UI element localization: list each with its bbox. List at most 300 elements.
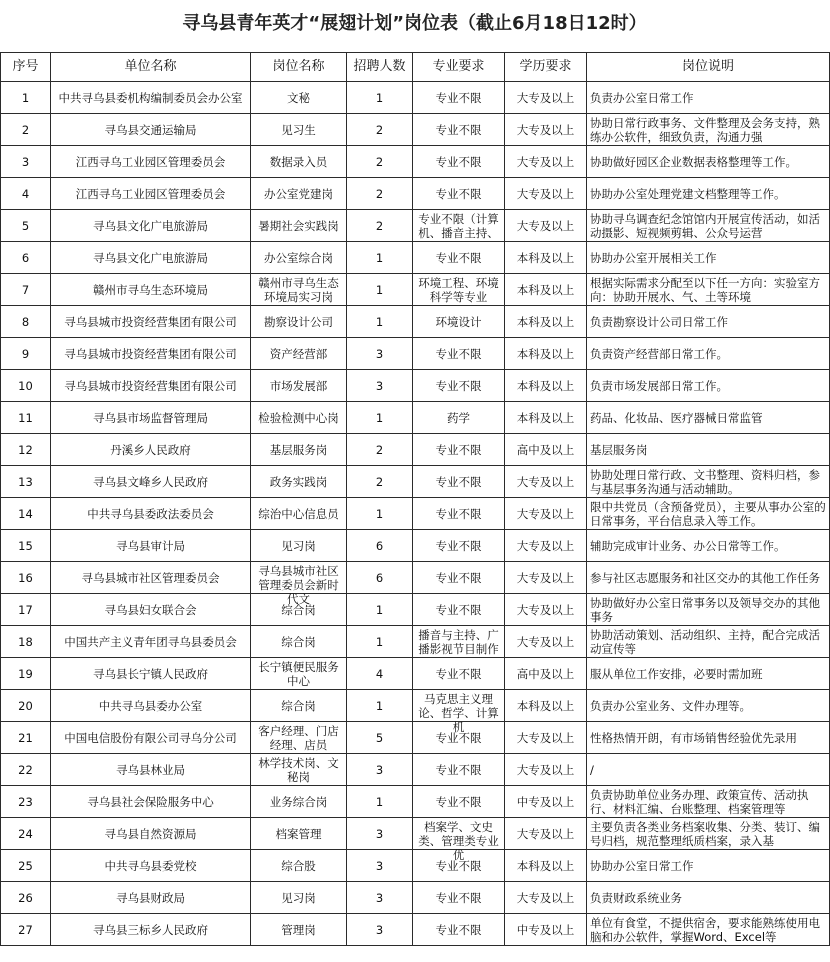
unit-name-cell: [51, 402, 251, 434]
education-cell: [505, 786, 587, 818]
headcount-cell-text: 2: [375, 122, 384, 137]
unit-name-cell: [51, 434, 251, 466]
major-cell: [413, 338, 505, 370]
seq-cell-text: 13: [18, 474, 33, 489]
seq-cell: [1, 498, 51, 530]
headcount-cell: [347, 530, 413, 562]
table-row: [1, 338, 830, 370]
unit-name-cell: [51, 658, 251, 690]
education-cell: [505, 690, 587, 722]
headcount-cell: [347, 274, 413, 306]
headcount-cell: [347, 306, 413, 338]
education-cell: [505, 306, 587, 338]
seq-cell: [1, 850, 51, 882]
position-name-cell: [251, 402, 347, 434]
position-name-cell: [251, 210, 347, 242]
education-cell-text: 大专及以上: [516, 506, 575, 521]
education-cell-text: 大专及以上: [516, 570, 575, 585]
education-cell-text: 大专及以上: [516, 154, 575, 169]
unit-name-cell: [51, 530, 251, 562]
education-cell-text: 高中及以上: [516, 666, 575, 681]
education-cell: [505, 594, 587, 626]
major-cell: [413, 242, 505, 274]
education-cell-text: 本科及以上: [516, 346, 575, 361]
unit-name-cell: [51, 818, 251, 850]
major-cell-text: 专业不限: [435, 186, 482, 201]
headcount-cell-text: 5: [375, 730, 384, 745]
description-cell: [587, 274, 830, 306]
unit-name-cell: [51, 498, 251, 530]
education-cell-text: 大专及以上: [516, 538, 575, 553]
header-position-name: 岗位名称: [251, 53, 347, 82]
position-name-cell: [251, 466, 347, 498]
position-name-cell: [251, 434, 347, 466]
major-cell-text: 档案学、文史类、管理类专业优: [418, 819, 499, 862]
headcount-cell-text: 3: [375, 378, 384, 393]
headcount-cell: [347, 850, 413, 882]
major-cell-text: 专业不限: [435, 730, 482, 745]
major-cell: [413, 786, 505, 818]
major-cell: [413, 466, 505, 498]
major-cell-text: 专业不限: [435, 122, 482, 137]
education-cell-text: 本科及以上: [516, 314, 575, 329]
seq-cell: [1, 306, 51, 338]
position-name-cell-text: 办公室综合岗: [264, 250, 333, 265]
description-cell: [587, 306, 830, 338]
headcount-cell: [347, 210, 413, 242]
education-cell: [505, 754, 587, 786]
education-cell: [505, 146, 587, 178]
education-cell: [505, 498, 587, 530]
seq-cell-text: 3: [21, 154, 30, 169]
unit-name-cell: [51, 850, 251, 882]
headcount-cell: [347, 114, 413, 146]
position-name-cell-text: 林学技术岗、文秘岗: [258, 755, 339, 784]
headcount-cell-text: 3: [375, 890, 384, 905]
unit-name-cell-text: 寻乌县林业局: [116, 762, 185, 777]
description-cell: [587, 562, 830, 594]
headcount-cell: [347, 658, 413, 690]
unit-name-cell-text: 寻乌县文化广电旅游局: [93, 250, 208, 265]
unit-name-cell: [51, 82, 251, 114]
description-cell-text: 负责办公室日常工作: [590, 90, 694, 105]
table-row: [1, 562, 830, 594]
major-cell: [413, 274, 505, 306]
unit-name-cell-text: 寻乌县城市投资经营集团有限公司: [64, 346, 237, 361]
unit-name-cell-text: 中国电信股份有限公司寻乌分公司: [64, 730, 237, 745]
header-description: 岗位说明: [587, 53, 830, 82]
position-name-cell-text: 长宁镇便民服务中心: [258, 659, 339, 688]
header-major: 专业要求: [413, 53, 505, 82]
major-cell: [413, 562, 505, 594]
seq-cell: [1, 114, 51, 146]
seq-cell: [1, 178, 51, 210]
headcount-cell: [347, 882, 413, 914]
seq-cell-text: 7: [21, 282, 30, 297]
position-name-cell-text: 寻乌县城市社区管理委员会新时代文: [258, 563, 339, 606]
description-cell: [587, 370, 830, 402]
headcount-cell-text: 1: [375, 250, 384, 265]
position-name-cell: [251, 242, 347, 274]
education-cell: [505, 210, 587, 242]
major-cell-text: 专业不限: [435, 90, 482, 105]
headcount-cell-text: 6: [375, 570, 384, 585]
table-row: [1, 882, 830, 914]
seq-cell-text: 18: [18, 634, 33, 649]
headcount-cell: [347, 466, 413, 498]
unit-name-cell: [51, 114, 251, 146]
position-name-cell-text: 见习生: [281, 122, 316, 137]
header-seq: 序号: [1, 53, 51, 82]
major-cell-text: 专业不限（计算机、播音主持、: [418, 211, 499, 240]
headcount-cell-text: 3: [375, 922, 384, 937]
unit-name-cell-text: 寻乌县财政局: [116, 890, 185, 905]
description-cell: [587, 818, 830, 850]
unit-name-cell: [51, 786, 251, 818]
major-cell: [413, 370, 505, 402]
major-cell: [413, 882, 505, 914]
headcount-cell-text: 1: [375, 282, 384, 297]
education-cell-text: 大专及以上: [516, 474, 575, 489]
description-cell: [587, 786, 830, 818]
description-cell-text: 协助办公室开展相关工作: [590, 250, 717, 265]
position-name-cell: [251, 658, 347, 690]
table-row: [1, 914, 830, 946]
unit-name-cell-text: 寻乌县社会保险服务中心: [87, 794, 214, 809]
headcount-cell: [347, 434, 413, 466]
seq-cell: [1, 370, 51, 402]
seq-cell-text: 19: [18, 666, 33, 681]
table-row: [1, 210, 830, 242]
seq-cell-text: 21: [18, 730, 33, 745]
seq-cell: [1, 914, 51, 946]
headcount-cell: [347, 562, 413, 594]
table-row: [1, 306, 830, 338]
major-cell-text: 专业不限: [435, 858, 482, 873]
major-cell-text: 专业不限: [435, 474, 482, 489]
description-cell-text: 负责办公室业务、文件办理等。: [590, 698, 751, 713]
seq-cell-text: 23: [18, 794, 33, 809]
headcount-cell: [347, 594, 413, 626]
headcount-cell-text: 1: [375, 794, 384, 809]
education-cell: [505, 274, 587, 306]
description-cell: [587, 498, 830, 530]
headcount-cell-text: 1: [375, 698, 384, 713]
table-row: [1, 594, 830, 626]
position-name-cell-text: 检验检测中心岗: [258, 410, 339, 425]
seq-cell-text: 17: [18, 602, 33, 617]
seq-cell-text: 9: [21, 346, 30, 361]
unit-name-cell-text: 寻乌县城市投资经营集团有限公司: [64, 314, 237, 329]
major-cell-text: 专业不限: [435, 922, 482, 937]
seq-cell: [1, 210, 51, 242]
position-table: [0, 52, 830, 946]
education-cell-text: 大专及以上: [516, 762, 575, 777]
seq-cell-text: 14: [18, 506, 33, 521]
unit-name-cell-text: 赣州市寻乌生态环境局: [93, 282, 208, 297]
education-cell: [505, 338, 587, 370]
position-name-cell-text: 资产经营部: [269, 346, 328, 361]
table-row: [1, 498, 830, 530]
description-cell: [587, 850, 830, 882]
education-cell-text: 中专及以上: [516, 922, 575, 937]
description-cell-text: 限中共党员（含预备党员），主要从事办公室的日常事务，平台信息录入等工作。: [590, 499, 826, 528]
major-cell-text: 播音与主持、广播影视节目制作: [418, 627, 499, 656]
position-name-cell: [251, 178, 347, 210]
education-cell-text: 大专及以上: [516, 218, 575, 233]
seq-cell: [1, 690, 51, 722]
seq-cell: [1, 82, 51, 114]
position-name-cell-text: 赣州市寻乌生态环境局实习岗: [258, 275, 339, 304]
unit-name-cell: [51, 914, 251, 946]
major-cell: [413, 434, 505, 466]
position-name-cell-text: 暑期社会实践岗: [258, 218, 339, 233]
position-name-cell: [251, 850, 347, 882]
table-row: [1, 658, 830, 690]
description-cell: [587, 882, 830, 914]
description-cell-text: 协助活动策划、活动组织、主持，配合完成活动宣传等: [590, 627, 820, 656]
unit-name-cell: [51, 754, 251, 786]
position-name-cell-text: 见习岗: [281, 890, 316, 905]
header-unit-name: 单位名称: [51, 53, 251, 82]
position-name-cell: [251, 786, 347, 818]
position-name-cell-text: 客户经理、门店经理、店员: [258, 723, 339, 752]
table-row: [1, 434, 830, 466]
seq-cell-text: 16: [18, 570, 33, 585]
seq-cell-text: 6: [21, 250, 30, 265]
table-header-row: [1, 53, 830, 82]
major-cell: [413, 178, 505, 210]
unit-name-cell-text: 寻乌县交通运输局: [104, 122, 197, 137]
education-cell: [505, 914, 587, 946]
seq-cell: [1, 146, 51, 178]
seq-cell: [1, 434, 51, 466]
description-cell-text: 根据实际需求分配至以下任一方向：实验室方向：协助开展水、气、土等环境: [590, 275, 820, 304]
description-cell: [587, 338, 830, 370]
education-cell: [505, 242, 587, 274]
position-name-cell-text: 基层服务岗: [269, 442, 328, 457]
seq-cell: [1, 402, 51, 434]
major-cell-text: 专业不限: [435, 762, 482, 777]
unit-name-cell-text: 寻乌县文化广电旅游局: [93, 218, 208, 233]
unit-name-cell: [51, 306, 251, 338]
major-cell-text: 环境工程、环境科学等专业: [418, 275, 499, 304]
major-cell: [413, 754, 505, 786]
table-row: [1, 114, 830, 146]
description-cell: [587, 210, 830, 242]
major-cell: [413, 146, 505, 178]
headcount-cell: [347, 498, 413, 530]
position-name-cell: [251, 690, 347, 722]
table-row: [1, 370, 830, 402]
major-cell: [413, 82, 505, 114]
position-name-cell-text: 综合股: [281, 858, 316, 873]
seq-cell-text: 12: [18, 442, 33, 457]
table-row: [1, 690, 830, 722]
headcount-cell: [347, 402, 413, 434]
description-cell: [587, 754, 830, 786]
table-body: [1, 82, 830, 946]
position-name-cell: [251, 626, 347, 658]
seq-cell-text: 1: [21, 90, 30, 105]
education-cell-text: 大专及以上: [516, 122, 575, 137]
position-name-cell: [251, 818, 347, 850]
headcount-cell-text: 2: [375, 474, 384, 489]
position-name-cell-text: 综合岗: [281, 634, 316, 649]
major-cell-text: 专业不限: [435, 794, 482, 809]
position-name-cell: [251, 370, 347, 402]
seq-cell-text: 26: [18, 890, 33, 905]
position-name-cell: [251, 498, 347, 530]
headcount-cell: [347, 818, 413, 850]
unit-name-cell: [51, 338, 251, 370]
seq-cell-text: 22: [18, 762, 33, 777]
position-name-cell-text: 勘察设计公司: [264, 314, 333, 329]
education-cell-text: 高中及以上: [516, 442, 575, 457]
headcount-cell: [347, 754, 413, 786]
headcount-cell-text: 1: [375, 602, 384, 617]
education-cell-text: 本科及以上: [516, 282, 575, 297]
unit-name-cell-text: 中共寻乌县委办公室: [98, 698, 203, 713]
unit-name-cell-text: 寻乌县自然资源局: [104, 826, 197, 841]
unit-name-cell: [51, 178, 251, 210]
position-name-cell: [251, 722, 347, 754]
description-cell: [587, 114, 830, 146]
headcount-cell-text: 2: [375, 154, 384, 169]
unit-name-cell: [51, 562, 251, 594]
description-cell-text: 基层服务岗: [590, 442, 648, 457]
description-cell-text: 协助寻乌调查纪念馆馆内开展宣传活动，如活动摄影、短视频剪辑、公众号运营: [590, 211, 820, 240]
table-row: [1, 242, 830, 274]
seq-cell-text: 10: [18, 378, 33, 393]
education-cell-text: 大专及以上: [516, 186, 575, 201]
education-cell: [505, 402, 587, 434]
major-cell-text: 专业不限: [435, 602, 482, 617]
major-cell-text: 药学: [447, 410, 470, 425]
education-cell-text: 本科及以上: [516, 250, 575, 265]
position-name-cell: [251, 562, 347, 606]
table-row: [1, 530, 830, 562]
table-row: [1, 178, 830, 210]
description-cell-text: 协助处理日常行政、文书整理、资料归档，参与基层事务沟通与活动辅助。: [590, 467, 820, 496]
major-cell: [413, 498, 505, 530]
description-cell-text: 负责勘察设计公司日常工作: [590, 314, 728, 329]
education-cell-text: 本科及以上: [516, 378, 575, 393]
table-row: [1, 818, 830, 850]
position-name-cell: [251, 114, 347, 146]
major-cell-text: 专业不限: [435, 538, 482, 553]
seq-cell: [1, 754, 51, 786]
table-row: [1, 82, 830, 114]
description-cell-text: 协助办公室日常工作: [590, 858, 694, 873]
seq-cell: [1, 722, 51, 754]
headcount-cell-text: 2: [375, 218, 384, 233]
major-cell: [413, 306, 505, 338]
education-cell: [505, 114, 587, 146]
major-cell: [413, 690, 505, 734]
education-cell: [505, 82, 587, 114]
education-cell-text: 本科及以上: [516, 858, 575, 873]
seq-cell: [1, 594, 51, 626]
position-name-cell-text: 见习岗: [281, 538, 316, 553]
seq-cell: [1, 658, 51, 690]
description-cell: [587, 402, 830, 434]
education-cell: [505, 818, 587, 850]
position-name-cell-text: 综合岗: [281, 602, 316, 617]
headcount-cell: [347, 82, 413, 114]
seq-cell: [1, 242, 51, 274]
education-cell: [505, 466, 587, 498]
major-cell: [413, 818, 505, 862]
position-name-cell: [251, 530, 347, 562]
description-cell: [587, 722, 830, 754]
table-row: [1, 754, 830, 786]
major-cell-text: 专业不限: [435, 570, 482, 585]
description-cell: [587, 658, 830, 690]
major-cell: [413, 626, 505, 658]
major-cell: [413, 402, 505, 434]
education-cell-text: 大专及以上: [516, 730, 575, 745]
description-cell-text: 药品、化妆品、医疗器械日常监管: [590, 410, 763, 425]
unit-name-cell: [51, 690, 251, 722]
seq-cell: [1, 882, 51, 914]
description-cell: [587, 594, 830, 626]
education-cell: [505, 626, 587, 658]
description-cell-text: 负责资产经营部日常工作。: [590, 346, 728, 361]
position-name-cell: [251, 338, 347, 370]
headcount-cell: [347, 146, 413, 178]
description-cell-text: 协助办公室处理党建文档整理等工作。: [590, 186, 786, 201]
seq-cell-text: 20: [18, 698, 33, 713]
seq-cell-text: 5: [21, 218, 30, 233]
major-cell-text: 专业不限: [435, 154, 482, 169]
description-cell: [587, 434, 830, 466]
headcount-cell: [347, 626, 413, 658]
header-education: 学历要求: [505, 53, 587, 82]
major-cell-text: 专业不限: [435, 666, 482, 681]
unit-name-cell: [51, 242, 251, 274]
table-row: [1, 146, 830, 178]
unit-name-cell: [51, 466, 251, 498]
seq-cell: [1, 562, 51, 594]
seq-cell: [1, 530, 51, 562]
position-name-cell-text: 数据录入员: [269, 154, 328, 169]
unit-name-cell: [51, 722, 251, 754]
description-cell-text: 协助日常行政事务、文件整理及会务支持，熟练办公软件，细致负责，沟通力强: [590, 115, 820, 144]
headcount-cell: [347, 242, 413, 274]
education-cell-text: 大专及以上: [516, 890, 575, 905]
position-name-cell: [251, 146, 347, 178]
headcount-cell: [347, 370, 413, 402]
unit-name-cell-text: 寻乌县长宁镇人民政府: [93, 666, 208, 681]
education-cell-text: 大专及以上: [516, 634, 575, 649]
unit-name-cell-text: 寻乌县审计局: [116, 538, 185, 553]
position-name-cell-text: 综合岗: [281, 698, 316, 713]
education-cell: [505, 850, 587, 882]
description-cell: [587, 242, 830, 274]
headcount-cell-text: 3: [375, 826, 384, 841]
seq-cell-text: 4: [21, 186, 30, 201]
unit-name-cell-text: 中共寻乌县委机构编制委员会办公室: [58, 90, 243, 105]
education-cell-text: 本科及以上: [516, 698, 575, 713]
position-name-cell-text: 文秘: [287, 90, 310, 105]
headcount-cell-text: 2: [375, 442, 384, 457]
position-name-cell-text: 综治中心信息员: [258, 506, 339, 521]
major-cell: [413, 658, 505, 690]
headcount-cell-text: 4: [375, 666, 384, 681]
seq-cell-text: 11: [18, 410, 33, 425]
position-name-cell-text: 档案管理: [275, 826, 322, 841]
